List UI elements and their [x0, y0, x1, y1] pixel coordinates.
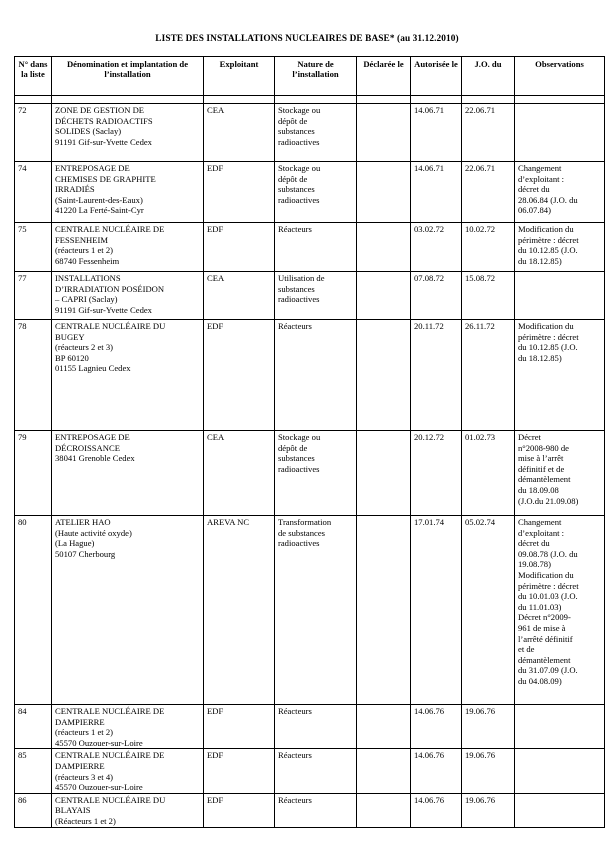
cell-num: 75	[15, 223, 52, 272]
cell-nature: Réacteurs	[275, 320, 357, 431]
cell-declaree	[357, 162, 411, 223]
cell-observations	[515, 793, 605, 827]
header-declaree: Déclarée le	[357, 57, 411, 96]
cell-num: 74	[15, 162, 52, 223]
installations-table	[14, 56, 605, 828]
cell-denomination: INSTALLATIONS D’IRRADIATION POSÉIDON – CAPRI (Saclay) 91191 Gif-sur-Yvette Cedex	[52, 272, 204, 320]
cell-observations	[515, 749, 605, 793]
header-nature: Nature de l’installation	[275, 57, 357, 96]
cell-observations: Modification du périmètre : décret du 10.12.85 (J.O. du 18.12.85)	[515, 320, 605, 431]
cell-num: 84	[15, 705, 52, 749]
table-row	[15, 431, 605, 516]
cell-num: 86	[15, 793, 52, 827]
cell-jo: 10.02.72	[462, 223, 515, 272]
cell-declaree	[357, 104, 411, 162]
page-title: LISTE DES INSTALLATIONS NUCLEAIRES DE BASE* (au 31.12.2010)	[155, 34, 459, 44]
cell-denomination: CENTRALE NUCLÉAIRE DU BLAYAIS (Réacteurs 1 et 2)	[52, 793, 204, 827]
table-row	[15, 705, 605, 749]
cell-autorisee: 03.02.72	[411, 223, 462, 272]
cell-autorisee: 14.06.76	[411, 793, 462, 827]
cell-denomination: ENTREPOSAGE DE DÉCROISSANCE 38041 Grenoble Cedex	[52, 431, 204, 516]
cell-autorisee: 14.06.71	[411, 162, 462, 223]
cell-jo: 22.06.71	[462, 104, 515, 162]
cell-denomination: CENTRALE NUCLÉAIRE DE FESSENHEIM (réacteurs 1 et 2) 68740 Fessenheim	[52, 223, 204, 272]
cell-exploitant: AREVA NC	[204, 516, 275, 705]
cell-num: 79	[15, 431, 52, 516]
header-exploitant: Exploitant	[204, 57, 275, 96]
cell-declaree	[357, 705, 411, 749]
cell-nature: Transformation de substances radioactives	[275, 516, 357, 705]
table-body	[15, 96, 605, 828]
cell-declaree	[357, 516, 411, 705]
cell-declaree	[357, 272, 411, 320]
cell-nature: Réacteurs	[275, 223, 357, 272]
cell-observations	[515, 705, 605, 749]
cell-declaree	[357, 320, 411, 431]
header-autorisee: Autorisée le	[411, 57, 462, 96]
cell-exploitant: EDF	[204, 223, 275, 272]
header-observations: Observations	[515, 57, 605, 96]
cell-denomination: ATELIER HAO (Haute activité oxyde) (La Hague) 50107 Cherbourg	[52, 516, 204, 705]
spacer-row	[15, 96, 605, 104]
cell-num: 78	[15, 320, 52, 431]
cell-autorisee: 17.01.74	[411, 516, 462, 705]
header-jo: J.O. du	[462, 57, 515, 96]
table-row	[15, 516, 605, 705]
header-denomination: Dénomination et implantation de l’installation	[52, 57, 204, 96]
cell-exploitant: CEA	[204, 104, 275, 162]
cell-observations: Décret n°2008-980 de mise à l’arrêt définitif et de démantèlement du 18.09.08 (J.O.du 21.09.08)	[515, 431, 605, 516]
cell-nature: Réacteurs	[275, 749, 357, 793]
cell-declaree	[357, 749, 411, 793]
cell-declaree	[357, 223, 411, 272]
cell-observations: Modification du périmètre : décret du 10.12.85 (J.O. du 18.12.85)	[515, 223, 605, 272]
cell-autorisee: 20.11.72	[411, 320, 462, 431]
cell-nature: Stockage ou dépôt de substances radioactives	[275, 104, 357, 162]
cell-num: 85	[15, 749, 52, 793]
cell-exploitant: EDF	[204, 162, 275, 223]
cell-jo: 19.06.76	[462, 749, 515, 793]
cell-nature: Réacteurs	[275, 705, 357, 749]
cell-exploitant: CEA	[204, 272, 275, 320]
cell-observations: Changement d’exploitant : décret du 28.06.84 (J.O. du 06.07.84)	[515, 162, 605, 223]
cell-jo: 05.02.74	[462, 516, 515, 705]
table-row	[15, 223, 605, 272]
table-row	[15, 320, 605, 431]
cell-nature: Utilisation de substances radioactives	[275, 272, 357, 320]
cell-denomination: ENTREPOSAGE DE CHEMISES DE GRAPHITE IRRADIÉS (Saint-Laurent-des-Eaux) 41220 La Ferté-Saint-Cyr	[52, 162, 204, 223]
table-row	[15, 162, 605, 223]
cell-declaree	[357, 431, 411, 516]
cell-nature: Stockage ou dépôt de substances radioactives	[275, 431, 357, 516]
cell-exploitant: CEA	[204, 431, 275, 516]
cell-exploitant: EDF	[204, 705, 275, 749]
cell-autorisee: 14.06.76	[411, 749, 462, 793]
cell-nature: Stockage ou dépôt de substances radioactives	[275, 162, 357, 223]
cell-jo: 22.06.71	[462, 162, 515, 223]
cell-num: 72	[15, 104, 52, 162]
cell-exploitant: EDF	[204, 749, 275, 793]
table-row	[15, 793, 605, 827]
cell-jo: 26.11.72	[462, 320, 515, 431]
cell-declaree	[357, 793, 411, 827]
cell-autorisee: 07.08.72	[411, 272, 462, 320]
cell-num: 77	[15, 272, 52, 320]
cell-observations	[515, 272, 605, 320]
cell-denomination: CENTRALE NUCLÉAIRE DE DAMPIERRE (réacteurs 1 et 2) 45570 Ouzouer-sur-Loire	[52, 705, 204, 749]
cell-exploitant: EDF	[204, 793, 275, 827]
cell-jo: 19.06.76	[462, 705, 515, 749]
table-row	[15, 104, 605, 162]
cell-denomination: CENTRALE NUCLÉAIRE DE DAMPIERRE (réacteurs 3 et 4) 45570 Ouzouer-sur-Loire	[52, 749, 204, 793]
cell-exploitant: EDF	[204, 320, 275, 431]
cell-jo: 01.02.73	[462, 431, 515, 516]
cell-num: 80	[15, 516, 52, 705]
cell-autorisee: 14.06.71	[411, 104, 462, 162]
cell-observations	[515, 104, 605, 162]
header-num: N° dans la liste	[15, 57, 52, 96]
cell-autorisee: 14.06.76	[411, 705, 462, 749]
table-row	[15, 272, 605, 320]
table-row	[15, 749, 605, 793]
cell-denomination: CENTRALE NUCLÉAIRE DU BUGEY (réacteurs 2 et 3) BP 60120 01155 Lagnieu Cedex	[52, 320, 204, 431]
cell-jo: 15.08.72	[462, 272, 515, 320]
table-header-row	[15, 57, 605, 96]
cell-denomination: ZONE DE GESTION DE DÉCHETS RADIOACTIFS SOLIDES (Saclay) 91191 Gif-sur-Yvette Cedex	[52, 104, 204, 162]
cell-nature: Réacteurs	[275, 793, 357, 827]
cell-jo: 19.06.76	[462, 793, 515, 827]
cell-observations: Changement d’exploitant : décret du 09.08.78 (J.O. du 19.08.78) Modification du périmètre : décret du 10.01.03 (J.O. du 11.01.03) Décret n°2009- 961 de mise à l’arrêté définitif et de démantèlement du 31.07.09 (J.O. du 04.08.09)	[515, 516, 605, 705]
cell-autorisee: 20.12.72	[411, 431, 462, 516]
